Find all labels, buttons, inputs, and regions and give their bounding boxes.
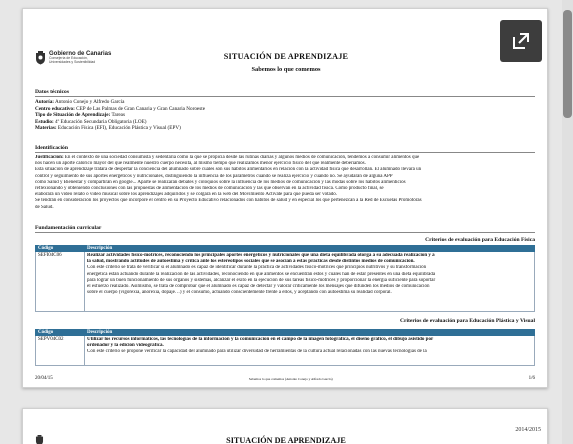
- criteria-code: SEPV04C02: [36, 336, 85, 365]
- criteria-title-efi: Criterios de evaluación para Educación Física: [425, 237, 535, 243]
- logo-subtitle-1: Consejería de Educación,: [49, 56, 88, 60]
- table-header: [35, 329, 535, 336]
- section-heading: Datos técnicos: [35, 89, 535, 97]
- col-code: Código: [38, 330, 54, 335]
- col-description: Descripción: [87, 330, 113, 335]
- paragraph-line: Esta situación de aprendizaje tratará de despertar la conciencia del alumnado sobre cuáles son sus hábitos alimentarios en relación con la actividad física que desarrollan. El alumnado llevará un: [35, 167, 422, 173]
- document-title: SITUACIÓN DE APRENDIZAJE: [223, 52, 349, 61]
- document-page-1: [22, 8, 548, 388]
- fundamentacion-section: [35, 225, 535, 235]
- info-line: Autoría: Antonio Conejo y Alfredo García: [35, 99, 125, 105]
- table-header: [35, 245, 535, 252]
- info-line: Estudio: 4º Educación Secundaria Obligatoria (LOE): [35, 118, 147, 125]
- paragraph-line: elaborará un vídeo relato o vídeo musical sobre los aprendizajes adquiridos y se colgará en la web del Movimiento Actívate para que pueda ser votado.: [35, 192, 337, 198]
- paragraph-line: control y seguimiento de sus aportes energéticos y nutricionales, distinguiendo la influencia de los parámetros cuando se realiza ejercicio y cuando no. Se ayudarán de alguna APP: [35, 173, 393, 179]
- footer-date: 20/04/15: [35, 376, 53, 381]
- info-line: Materias: Educación Física (EFI), Educación Plástica y Visual (EPV): [35, 125, 181, 132]
- identificacion-section: [35, 145, 535, 211]
- logo-title: Gobierno de Canarias: [49, 51, 112, 57]
- section-heading: Fundamentación curricular: [35, 225, 535, 233]
- scrollbar[interactable]: [562, 0, 573, 444]
- paragraph-line: como Salud y Bienestar y compartirán en google... Aparte se realizarán debates y coloquios sobre la influencia de los medios de comunicación y las modas sobre los hábitos alimenticios: [35, 179, 406, 185]
- criteria-description: Realizar actividades físico-motrices, reconociendo los principales aportes energéticos y nutricionales que una dieta equilibrada otorga a su adecuada realización y a la salud, mostrando actitudes de autoestima y crítica ante los estereotipos sociales que se asocian a estas prácticas desde distintos medios de comunicación. Con este criterio se trata de verificar si el alumnado es capaz de identificar durante la práctica de actividades físico-motrices qué principios nutritivos y su transformación energética están actuando durante la realización de las actividades, reconociendo en qué alimentos se encuentran éstos y cuáles han de estar presentes en una dieta equilibrada para lograr un buen funcionamiento de sus órganos y sistemas, alcanzar el éxito en la ejecución de sus tareas físico-motrices y proporcionar la energía suficiente para soportar el esfuerzo realizado. Asimismo, se trata de comprobar que el alumnado es capaz de detectar y valorar críticamente los mensajes que difunden los medios de comunicación sobre el cuerpo (vigorexia, anorexia, dopaje…) y el consumo, actuando conscientemente frente a ellos, y aceptando con autoestima su realidad corporal.: [87, 253, 436, 296]
- paragraph-line: Justificación: En el contexto de una sociedad consumista y sedentaria como la que se propicia desde las rutinas diarias y algunos medios de comunicación, tendemos a consumir alimentos que: [35, 155, 420, 160]
- footer-page-number: 1/6: [528, 376, 535, 381]
- table-row: [35, 336, 535, 366]
- expand-icon: [511, 31, 531, 51]
- document-page-2: [22, 408, 548, 444]
- footer-center: Sabemos lo que comemos (Antonio Conejo y Alfredo García): [248, 376, 333, 381]
- paragraph-line: Se tendrán en consideración los proyectos que incorporé el centro en su Proyecto Educativo relacionados con hábitos de salud y en especial los que pertenezcan a la Red de Escuelas Promotoras: [35, 198, 422, 204]
- info-line: Centro educativo: CEP de Las Palmas de Gran Canaria y Gran Canaria Noroeste: [35, 105, 206, 112]
- info-line: Tipo de Situación de Aprendizaje: Tareas: [35, 112, 125, 119]
- document-title: SITUACIÓN DE APRENDIZAJE: [226, 436, 346, 444]
- scrollbar-thumb[interactable]: [563, 10, 572, 118]
- criteria-code: SEFI04C06: [36, 252, 85, 311]
- paragraph-line: nos hacen un aporte calórico mayor del que realmente nuestro cuerpo necesita, al mismo tiempo que realizamos menor ejercicio físico del que realmente deberíamos.: [35, 161, 366, 167]
- page-footer: [35, 376, 535, 381]
- paragraph-line: reflexionando y obteniendo conclusiones con las propuestas de alimentación de los medios de comunicación y las que observan en la actividad física. Como producto final, se: [35, 186, 384, 192]
- document-subtitle: Sabemos lo que comemos: [251, 66, 321, 73]
- section-heading: Identificación: [35, 145, 535, 153]
- logo-subtitle-2: Universidades y Sostenibilidad: [49, 59, 96, 64]
- col-description: Descripción: [87, 246, 113, 251]
- criteria-title-epv: Criterios de evaluación para Educación Plástica y Visual: [399, 318, 535, 324]
- paragraph-line: de Salud.: [35, 204, 54, 210]
- datos-tecnicos-section: [35, 89, 535, 132]
- expand-button[interactable]: [500, 20, 542, 62]
- col-code: Código: [38, 246, 54, 251]
- criteria-description: Utilizar los recursos informáticos, las tecnologías de la información y la comunicación en el campo de la imagen fotográfica, el diseño gráfico, el dibujo asistido por ordenador y la edición videográfica. Con este criterio se propone verificar la capacidad del alumnado para utilizar diversidad de herramientas de la cultura actual relacionadas con las nuevas tecnologías de la: [87, 337, 434, 355]
- table-row: [35, 252, 535, 312]
- page-date: 2014/2015: [515, 427, 541, 433]
